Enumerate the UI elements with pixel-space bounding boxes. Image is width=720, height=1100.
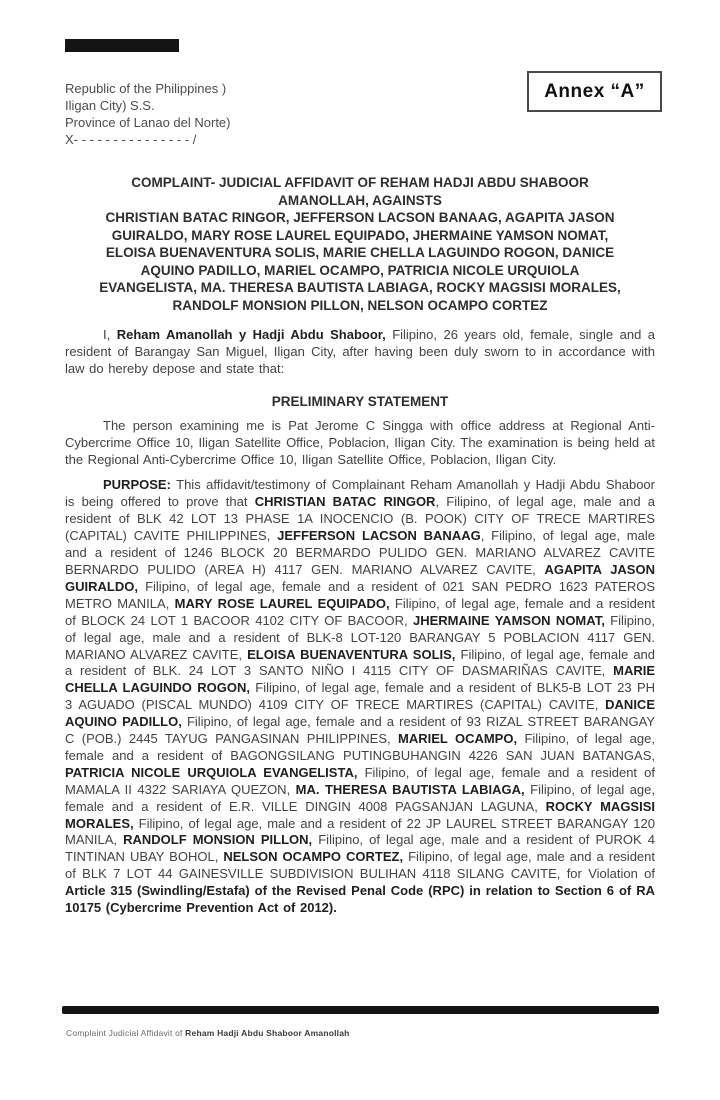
preliminary-statement-heading: PRELIMINARY STATEMENT	[271, 393, 449, 409]
redaction-bar-top	[65, 39, 179, 52]
footer-text	[66, 1028, 350, 1038]
footer-name: Reham Hadji Abdu Shaboor Amanollah	[185, 1028, 350, 1038]
annex-label: Annex “A”	[544, 80, 645, 102]
document-title: COMPLAINT- JUDICIAL AFFIDAVIT OF REHAM HADJI ABDU SHABOOR AMANOLLAH, AGAINSTS CHRISTIAN BATAC RINGOR, JEFFERSON LACSON BANAAG, AGAPITA JASON GUIRALDO, MARY ROSE LAUREL EQUIPADO, JHERMAINE YAMSON NOMAT, ELOISA BUENAVENTURA SOLIS, MARIE CHELLA LAGUINDO ROGON, DANICE AQUINO PADILLO, MARIEL OCAMPO, PATRICIA NICOLE URQUIOLA EVANGELISTA, MA. THERESA BAUTISTA LABIAGA, ROCKY MAGSISI MORALES, RANDOLF MONSION PILLON, NELSON OCAMPO CORTEZ	[99, 175, 621, 313]
examiner-paragraph: The person examining me is Pat Jerome C Singga with office address at Regional Anti-Cybercrime Office 10, Iligan Satellite Office, Poblacion, Iligan City. The examination is being held at the Regional Anti-Cybercrime Office 10, Iligan Satellite Office, Poblacion, Iligan City.	[65, 417, 655, 467]
venue-caption: Republic of the Philippines ) Iligan City) S.S. Province of Lanao del Norte) X- - - - - - - - - - - - - - - /	[65, 81, 231, 147]
footer-rule	[62, 1006, 659, 1014]
footer-prefix: Complaint Judicial Affidavit of	[66, 1028, 186, 1038]
intro-paragraph: I, Reham Amanollah y Hadji Abdu Shaboor, Filipino, 26 years old, female, single and a resident of Barangay San Miguel, Iligan City, after having been duly sworn to in accordance with law do hereby depose and state that:	[65, 327, 655, 376]
annex-label-box	[527, 71, 662, 112]
purpose-paragraph: PURPOSE: This affidavit/testimony of Complainant Reham Amanollah y Hadji Abdu Shaboor is being offered to prove that CHRISTIAN BATAC RINGOR, Filipino, of legal age, male and a resident of BLK 42 LOT 13 PHASE 1A INOCENCIO (B. POOK) CITY OF TRECE MARTIRES (CAPITAL) CAVITE PHILIPPINES, JEFFERSON LACSON BANAAG, Filipino, of legal age, male and a resident of 1246 BLOCK 20 BERMARDO PULIDO GEN. MARIANO ALVAREZ CAVITE BERNARDO PULIDO (AREA H) 4117 GEN. MARIANO ALVAREZ CAVITE, AGAPITA JASON GUIRALDO, Filipino, of legal age, female and a resident of 021 SAN PEDRO 1623 PATEROS METRO MANILA, MARY ROSE LAUREL EQUIPADO, Filipino, of legal age, female and a resident of BLOCK 24 LOT 1 BACOOR 4102 CITY OF BACOOR, JHERMAINE YAMSON NOMAT, Filipino, of legal age, male and a resident of BLK-8 LOT-120 BARANGAY 5 POBLACION 4117 GEN. MARIANO ALVAREZ CAVITE, ELOISA BUENAVENTURA SOLIS, Filipino, of legal age, female and a resident of BLK. 24 LOT 3 SANTO NIÑO I 4115 CITY OF DASMARIÑAS CAVITE, MARIE CHELLA LAGUINDO ROGON, Filipino, of legal age, female and a resident of BLK5-B LOT 23 PH 3 AGUADO (PISCAL MUNDO) 4109 CITY OF TRECE MARTIRES (CAPITAL) CAVITE, DANICE AQUINO PADILLO, Filipino, of legal age, female and a resident of 93 RIZAL STREET BARANGAY C (POB.) 2445 TAYUG PANGASINAN PHILIPPINES, MARIEL OCAMPO, Filipino, of legal age, female and a resident of BAGONGSILANG PUTINGBUHANGIN 4226 SAN JUAN BATANGAS, PATRICIA NICOLE URQUIOLA EVANGELISTA, Filipino, of legal age, female and a resident of MAMALA II 4322 SARIAYA QUEZON, MA. THERESA BAUTISTA LABIAGA, Filipino, of legal age, female and a resident of E.R. VILLE DINGIN 4008 PAGSANJAN LAGUNA, ROCKY MAGSISI MORALES, Filipino, of legal age, male and a resident of 22 JP LAUREL STREET BARANGAY 120 MANILA, RANDOLF MONSION PILLON, Filipino, of legal age, male and a resident of PUROK 4 TINTINAN UBAY BOHOL, NELSON OCAMPO CORTEZ, Filipino, of legal age, male and a resident of BLK 7 LOT 44 GAINESVILLE SUBDIVISION BULIHAN 4118 SILANG CAVITE, for Violation of Article 315 (Swindling/Estafa) of the Revised Penal Code (RPC) in relation to Section 6 of RA 10175 (Cybercrime Prevention Act of 2012).	[65, 477, 656, 916]
